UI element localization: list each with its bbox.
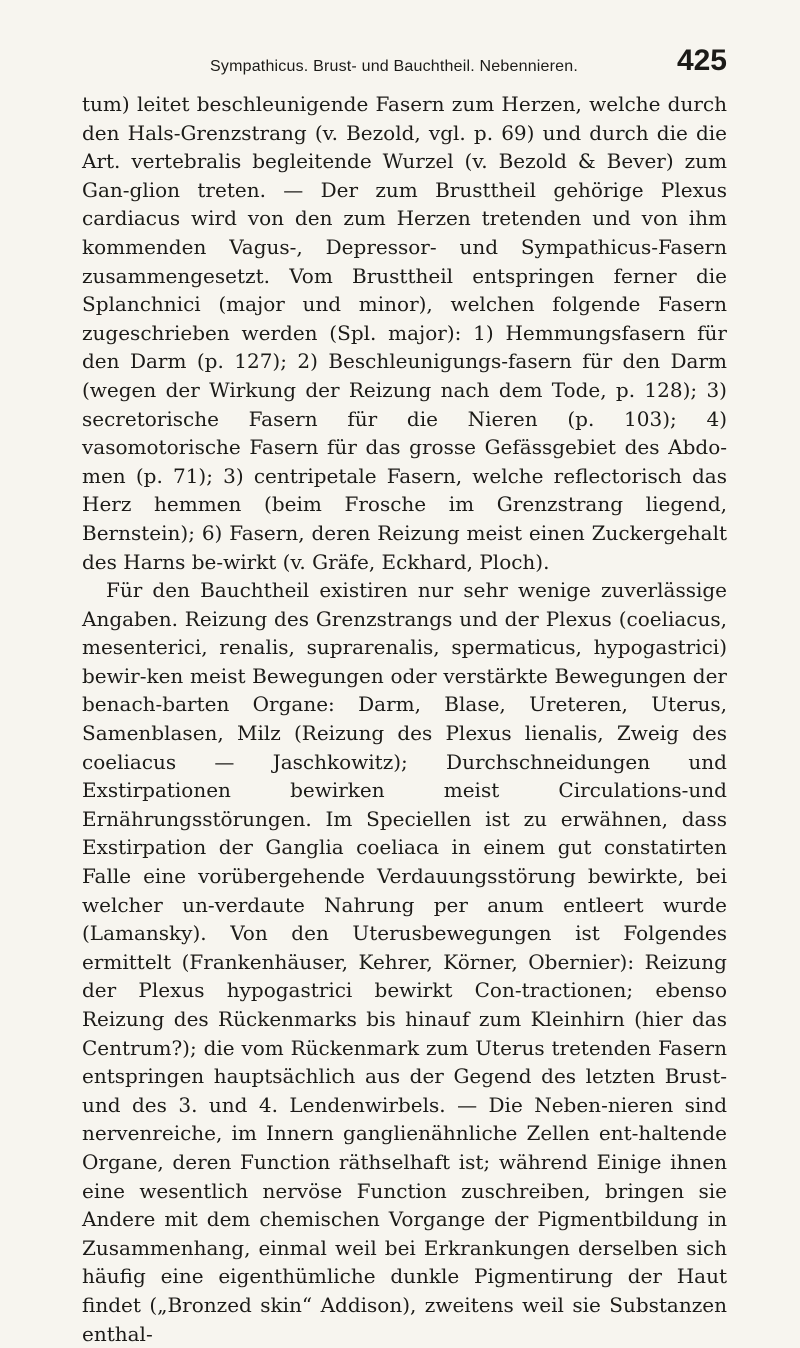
paragraph: tum) leitet beschleunigende Fasern zum Herzen, welche durch den Hals-Grenzstrang (v. Bezold, vgl. p. 69) und durch die die Art. vertebralis begleitende Wurzel (v. Bezold & Bever) zum Gan-glion treten. — Der zum Brusttheil gehörige Plexus cardiacus wird von den zum Herzen tretenden und von ihm kommenden Vagus-, Depressor- und Sympathicus-Fasern zusammengesetzt. Vom Brusttheil entspringen ferner die Splanchnici (major und minor), welchen folgende Fasern zugeschrieben werden (Spl. major): 1) Hemmungsfasern für den Darm (p. 127); 2) Beschleunigungs-fasern für den Darm (wegen der Wirkung der Reizung nach dem Tode, p. 128); 3) secretorische Fasern für die Nieren (p. 103); 4) vasomotorische Fasern für das grosse Gefässgebiet des Abdo-men (p. 71); 3) centripetale Fasern, welche reflectorisch das Herz hemmen (beim Frosche im Grenzstrang liegend, Bernstein); 6) Fasern, deren Reizung meist einen Zuckergehalt des Harns be-wirkt (v. Gräfe, Eckhard, Ploch). bbox=[82, 92, 727, 574]
page-header bbox=[82, 44, 727, 90]
body-text bbox=[82, 90, 727, 1348]
book-page bbox=[82, 44, 727, 1348]
page-number: 425 bbox=[676, 44, 727, 77]
running-title: Sympathicus. Brust- und Bauchtheil. Nebennieren. bbox=[210, 58, 579, 75]
paragraph: Für den Bauchtheil existiren nur sehr wenige zuverlässige Angaben. Reizung des Grenzstrangs und der Plexus (coeliacus, mesenterici, renalis, suprarenalis, spermaticus, hypogastrici) bewir-ken meist Bewegungen oder verstärkte Bewegungen der benach-barten Organe: Darm, Blase, Ureteren, Uterus, Samenblasen, Milz (Reizung des Plexus lienalis, Zweig des coeliacus — Jaschkowitz); Durchschneidungen und Exstirpationen bewirken meist Circulations-und Ernährungsstörungen. Im Speciellen ist zu erwähnen, dass Exstirpation der Ganglia coeliaca in einem gut constatirten Falle eine vorübergehende Verdauungsstörung bewirkte, bei welcher un-verdaute Nahrung per anum entleert wurde (Lamansky). Von den Uterusbewegungen ist Folgendes ermittelt (Frankenhäuser, Kehrer, Körner, Obernier): Reizung der Plexus hypogastrici bewirkt Con-tractionen; ebenso Reizung des Rückenmarks bis hinauf zum Kleinhirn (hier das Centrum?); die vom Rückenmark zum Uterus tretenden Fasern entspringen hauptsächlich aus der Gegend des letzten Brust- und des 3. und 4. Lendenwirbels. — Die Neben-nieren sind nervenreiche, im Innern ganglienähnliche Zellen ent-haltende Organe, deren Function räthselhaft ist; während Einige ihnen eine wesentlich nervöse Function zuschreiben, bringen sie Andere mit dem chemischen Vorgange der Pigmentbildung in Zusammenhang, einmal weil bei Erkrankungen derselben sich häufig eine eigenthümliche dunkle Pigmentirung der Haut findet („Bronzed skin“ Addison), zweitens weil sie Substanzen enthal- bbox=[82, 578, 727, 1346]
